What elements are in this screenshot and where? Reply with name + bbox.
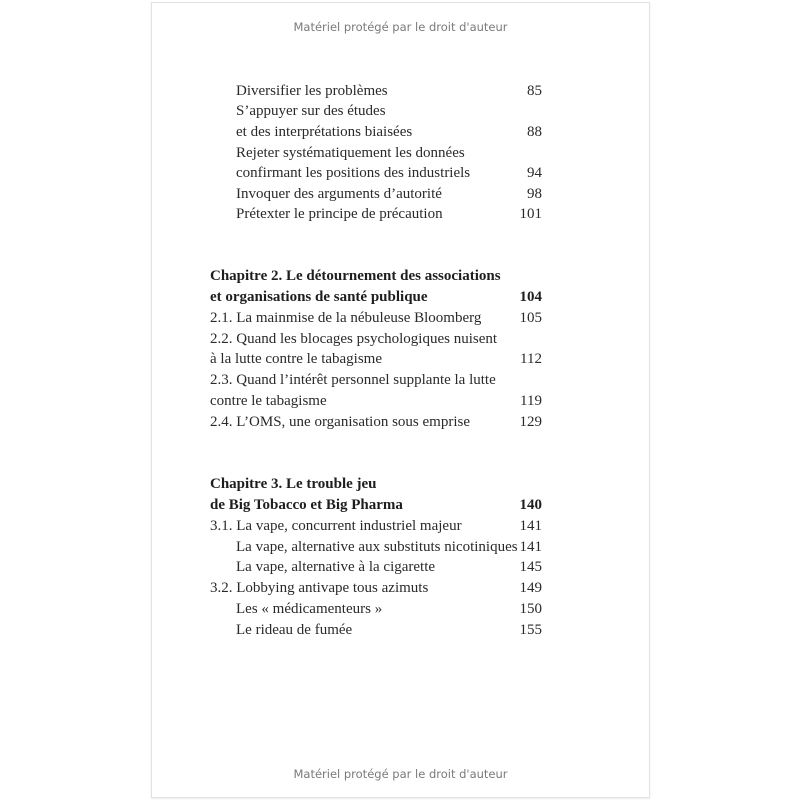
toc-entry-page: 150 (519, 601, 542, 617)
toc-entry (210, 287, 542, 308)
toc-entry (210, 495, 542, 516)
toc-entry (210, 599, 542, 620)
toc-entry-title: et des interprétations biaisées (236, 124, 413, 140)
toc-entry-title: Invoquer des arguments d’autorité (236, 186, 442, 202)
toc-entry (210, 122, 542, 143)
toc-entry (210, 537, 542, 558)
toc-entry-title: et organisations de santé publique (210, 289, 428, 305)
toc-entry-title: Le rideau de fumée (236, 622, 353, 638)
toc-entry-page: 155 (519, 622, 542, 638)
toc-entry-title: de Big Tobacco et Big Pharma (210, 497, 403, 513)
toc-entry-title: Chapitre 3. Le trouble jeu (210, 476, 377, 492)
toc-entry-title: La vape, alternative aux substituts nicotiniques (236, 539, 518, 555)
toc-entry (210, 370, 542, 391)
toc-entry (210, 163, 542, 184)
toc-entry (210, 329, 542, 350)
toc-entry-title: contre le tabagisme (210, 393, 327, 409)
toc-entry-title: Diversifier les problèmes (236, 83, 388, 99)
toc-entry (210, 101, 542, 122)
toc-entry-page: 101 (519, 206, 542, 222)
copyright-watermark-bottom: Matériel protégé par le droit d'auteur (293, 767, 508, 781)
toc-entry (210, 557, 542, 578)
toc-entry (210, 474, 542, 495)
toc-entry-page: 140 (519, 497, 542, 513)
toc-entry (210, 143, 542, 164)
toc-entry (210, 266, 542, 287)
toc-entry (210, 391, 542, 412)
toc-entry (210, 184, 542, 205)
toc-entry (210, 620, 542, 641)
toc-entry-page: 104 (519, 289, 542, 305)
toc-entry-page: 98 (527, 186, 542, 202)
toc-entry-title: 2.4. L’OMS, une organisation sous emprise (210, 414, 470, 430)
toc-entry (210, 204, 542, 225)
toc-entry-title: 2.2. Quand les blocages psychologiques nuisent (210, 331, 498, 347)
toc-entry-page: 149 (519, 580, 542, 596)
toc-entry-title: Prétexter le principe de précaution (236, 206, 443, 222)
copyright-watermark-top: Matériel protégé par le droit d'auteur (293, 20, 508, 34)
toc-entry (210, 516, 542, 537)
toc-entry (210, 349, 542, 370)
toc-entry (210, 578, 542, 599)
toc-entry-title: 2.3. Quand l’intérêt personnel supplante la lutte (210, 372, 496, 388)
book-page (151, 2, 650, 798)
toc-entry (210, 81, 542, 102)
toc-entry-page: 105 (519, 310, 542, 326)
toc-entry-title: Rejeter systématiquement les données (236, 145, 465, 161)
toc-entry-page: 119 (520, 393, 542, 409)
toc-entry-page: 94 (527, 165, 542, 181)
toc-entry (210, 308, 542, 329)
toc-entry-page: 129 (519, 414, 542, 430)
toc-entry-title: confirmant les positions des industriels (236, 165, 471, 181)
toc-entry-title: S’appuyer sur des études (236, 103, 386, 119)
toc-entry-title: à la lutte contre le tabagisme (210, 351, 383, 367)
toc-entry-page: 88 (527, 124, 542, 140)
toc-entry-title: 2.1. La mainmise de la nébuleuse Bloomberg (210, 310, 482, 326)
toc-entry-title: La vape, alternative à la cigarette (236, 559, 436, 575)
toc-entry-title: 3.1. La vape, concurrent industriel majeur (210, 518, 462, 534)
toc-entry-title: Les « médicamenteurs » (236, 601, 383, 617)
toc-entry-page: 85 (527, 83, 542, 99)
toc-entry-page: 145 (519, 559, 542, 575)
toc-entry-title: Chapitre 2. Le détournement des associations (210, 268, 501, 284)
toc-entry-page: 141 (519, 539, 542, 555)
toc-entry-page: 112 (520, 351, 542, 367)
toc-entry-page: 141 (519, 518, 542, 534)
toc-entry-title: 3.2. Lobbying antivape tous azimuts (210, 580, 429, 596)
toc-entry (210, 412, 542, 433)
